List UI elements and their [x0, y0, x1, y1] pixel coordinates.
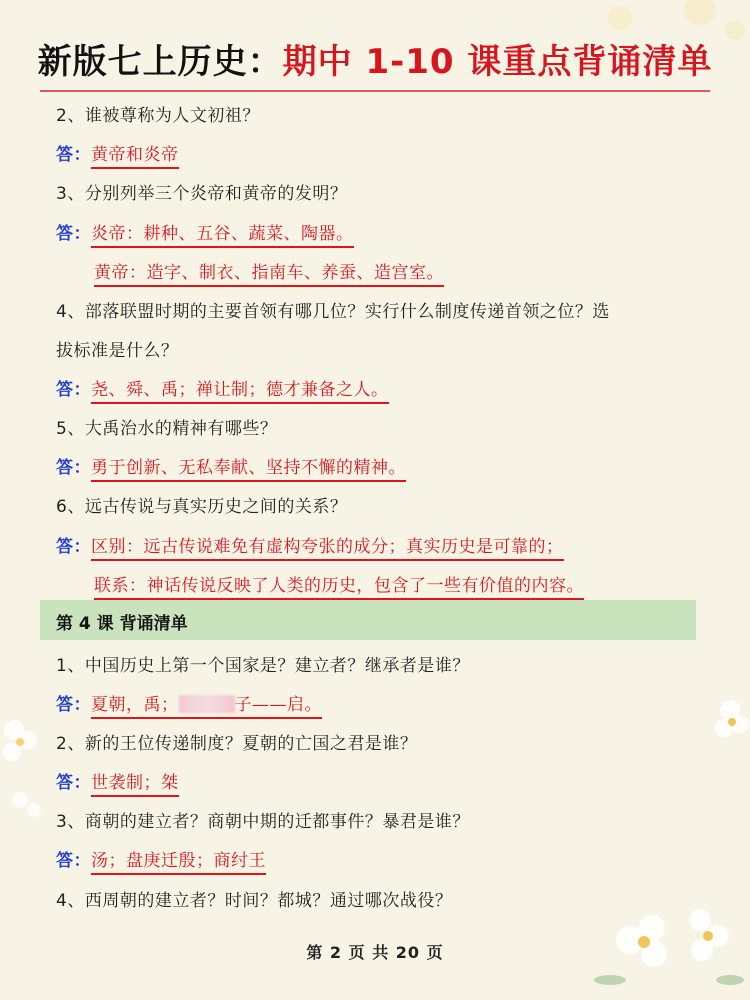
- title-black-part: 新版七上历史：: [37, 42, 283, 82]
- question-3: 3、分别列举三个炎帝和黄帝的发明？: [56, 184, 348, 204]
- answer-2: [56, 140, 179, 165]
- answer-label: 答：: [56, 458, 91, 478]
- answer-text-part-a: 夏朝，禹；: [91, 695, 179, 715]
- answer-label: 答：: [56, 224, 91, 244]
- lesson4-question-3: 3、商朝的建立者？商朝中期的迁都事件？暴君是谁？: [56, 812, 470, 832]
- answer-6-line-2: [94, 571, 584, 596]
- question-6: 6、远古传说与真实历史之间的关系？: [56, 497, 348, 517]
- question-4: 4、部落联盟时期的主要首领有哪几位？实行什么制度传递首领之位？选: [56, 302, 610, 322]
- answer-text: 黄帝和炎帝: [91, 145, 179, 169]
- title-divider: [40, 90, 710, 92]
- answer-label: 答：: [56, 537, 91, 557]
- answer-label: 答：: [56, 851, 91, 871]
- answer-5: [56, 453, 406, 478]
- section-title: 第 4 课 背诵清单: [56, 614, 188, 634]
- answer-label: 答：: [56, 145, 91, 165]
- lesson4-question-1: 1、中国历史上第一个国家是？建立者？继承者是谁？: [56, 656, 470, 676]
- answer-text: 勇于创新、无私奉献、坚持不懈的精神。: [91, 458, 406, 482]
- section-header-lesson-4: [40, 600, 696, 640]
- answer-text: 尧、舜、禹；禅让制；德才兼备之人。: [91, 380, 389, 404]
- answer-text: 世袭制；桀: [91, 773, 179, 797]
- lesson4-question-4: 4、西周朝的建立者？时间？都城？通过哪次战役？: [56, 891, 453, 911]
- question-2: 2、谁被尊称为人文初祖？: [56, 106, 260, 126]
- answer-3: [56, 219, 354, 244]
- answer-label: 答：: [56, 695, 91, 715]
- answer-text: 黄帝：造字、制衣、指南车、养蚕、造宫室。: [94, 263, 444, 287]
- lesson4-answer-2: [56, 768, 179, 793]
- question-4-line-2: 拔标准是什么？: [56, 341, 179, 361]
- answer-4: [56, 375, 389, 400]
- lesson4-question-2: 2、新的王位传递制度？夏朝的亡国之君是谁？: [56, 734, 418, 754]
- redacted-blur: [179, 695, 235, 713]
- answer-6: [56, 532, 564, 557]
- answer-text: 汤；盘庚迁殷；商纣王: [91, 851, 266, 875]
- lesson4-answer-1: [56, 690, 322, 715]
- answer-text: 区别：远古传说难免有虚构夸张的成分；真实历史是可靠的；: [91, 537, 564, 561]
- answer-text: [91, 695, 322, 719]
- answer-label: 答：: [56, 773, 91, 793]
- answer-text-part-b: 子——启。: [234, 695, 322, 715]
- question-5: 5、大禹治水的精神有哪些？: [56, 419, 278, 439]
- page-number: 第 2 页 共 20 页: [306, 943, 444, 962]
- answer-text: 炎帝：耕种、五谷、蔬菜、陶器。: [91, 224, 354, 248]
- title-red-part: 期中 1-10 课重点背诵清单: [282, 42, 713, 82]
- answer-text: 联系：神话传说反映了人类的历史，包含了一些有价值的内容。: [94, 576, 584, 600]
- answer-3-line-2: [94, 258, 444, 283]
- answer-label: 答：: [56, 380, 91, 400]
- lesson4-answer-3: [56, 846, 266, 871]
- page-title: [0, 34, 750, 83]
